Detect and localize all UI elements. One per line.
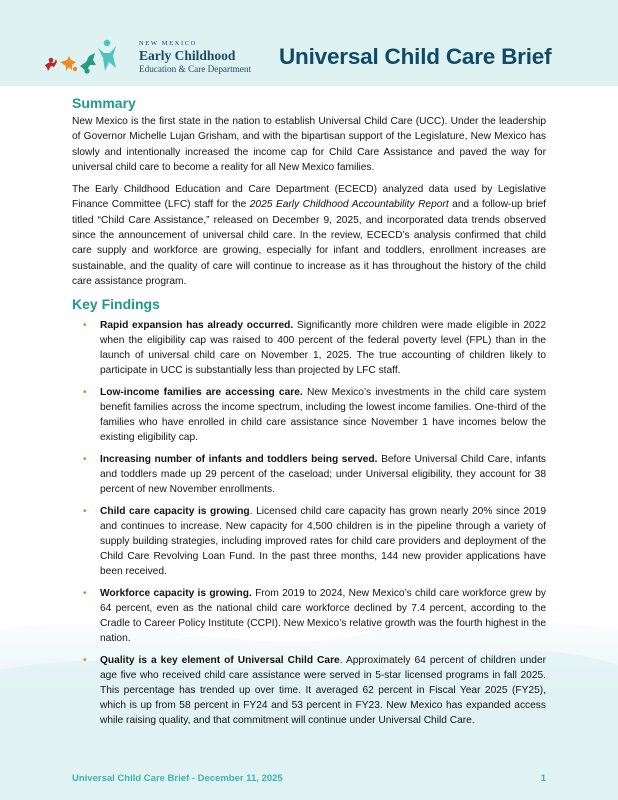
summary-heading: Summary bbox=[72, 95, 136, 111]
finding-lead: Quality is a key element of Universal Child Care bbox=[100, 655, 340, 667]
finding-text: Significantly more children were made eligible in 2022 when the eligibility cap was raised to 400 percent of the federal poverty level (FPL) than in the launch of universal child care on November 1, 2025. The true accounting of children likely to participate in UCC is substantially less than projected by LFC staff. bbox=[100, 320, 547, 377]
finding-item bbox=[83, 318, 547, 378]
logo-agency-name: Early Childhood bbox=[139, 48, 236, 63]
finding-text: . Licensed child care capacity has grown nearly 20% since 2019 and continues to increase. New capacity for 4,500 children is in the pipeline through a variety of supply building strategies, including improved rates for child care providers and deployment of the Child Care Revolving Loan Fund. In the past three months, 144 new provider applications have been received. bbox=[100, 506, 547, 578]
finding-lead: Increasing number of infants and toddlers being served. bbox=[100, 454, 378, 466]
finding-text: Before Universal Child Care, infants and toddlers made up 29 percent of the caseload; under Universal eligibility, they account for 38 percent of new November enrollments. bbox=[100, 454, 546, 496]
summary-paragraph-2 bbox=[72, 182, 546, 289]
ececd-logo-text bbox=[139, 40, 251, 75]
finding-lead: Child care capacity is growing bbox=[100, 506, 250, 518]
page-title: Universal Child Care Brief bbox=[279, 44, 552, 69]
finding-item bbox=[83, 653, 547, 728]
key-findings-list bbox=[72, 318, 546, 728]
paragraph-text: and a follow-up brief titled “Child Care Assistance,” released on December 9, 2025, and incorporated data trends observed since the announcement of universal child care. In the review, ECECD’s analysis confirmed that child care supply and workforce are growing, especially for infant and toddlers, enrollment increases are sustainable, and the quality of care will continue to increase as it has throughout the history of the child care assistance program. bbox=[72, 199, 546, 287]
bullet-icon: • bbox=[83, 655, 87, 667]
paragraph-text: The Early Childhood Education and Care Department (ECECD) analyzed data used by Legislative Finance Committee (LFC) staff for the bbox=[72, 184, 546, 211]
finding-text: . Approximately 64 percent of children under age five who received child care assistance were served in 5-star licensed programs in fall 2025. This percentage has trended up over time. It averaged 62 percent in Fiscal Year 2025 (FY25), which is up from 58 percent in FY24 and 53 percent in FY23. New Mexico has expanded access while raising quality, and that commitment will continue under Universal Child Care. bbox=[100, 655, 547, 727]
page-number: 1 bbox=[540, 773, 546, 784]
bullet-icon: • bbox=[83, 454, 87, 466]
bullet-icon: • bbox=[83, 588, 87, 600]
finding-item bbox=[83, 586, 546, 646]
logo-state-label: NEW MEXICO bbox=[139, 40, 197, 47]
finding-item bbox=[83, 452, 546, 497]
bullet-icon: • bbox=[83, 387, 87, 399]
bullet-icon: • bbox=[83, 320, 87, 332]
main-content bbox=[0, 94, 618, 728]
finding-item bbox=[83, 504, 547, 579]
finding-text: New Mexico’s investments in the child care system benefit families across the income spectrum, including the lowest income families. One-third of the families who have enrolled in child care assistance since November 1 have incomes below the existing eligibility cap. bbox=[100, 387, 546, 444]
footer-document-label: Universal Child Care Brief - December 11, 2025 bbox=[72, 773, 283, 784]
key-findings-heading: Key Findings bbox=[72, 296, 160, 313]
page-footer bbox=[72, 773, 546, 784]
finding-lead: Workforce capacity is growing. bbox=[100, 588, 252, 600]
header-banner bbox=[0, 0, 618, 86]
summary-paragraph-1: New Mexico is the first state in the nation to establish Universal Child Care (UCC). Under the leadership of Governor Michelle Lujan Grisham, and with the bipartisan support of the Legislature, New Mexico has slowly and intentionally increased the income cap for Child Care Assistance and paved the way for universal child care to become a reality for all New Mexico families. bbox=[72, 116, 546, 173]
bullet-icon: • bbox=[83, 506, 87, 518]
finding-text: From 2019 to 2024, New Mexico’s child care workforce grew by 64 percent, even as the national child care workforce declined by 7.4 percent, according to the Cradle to Career Policy Institute (CCPI). New Mexico’s relative growth was the fourth highest in the nation. bbox=[100, 588, 546, 645]
finding-item bbox=[83, 385, 546, 445]
finding-lead: Rapid expansion has already occurred. bbox=[100, 320, 294, 332]
report-title-italic: 2025 Early Childhood Accountability Report bbox=[249, 199, 449, 211]
ececd-logo-icon bbox=[42, 38, 126, 78]
finding-lead: Low-income families are accessing care. bbox=[100, 387, 303, 399]
logo-department-name: Education & Care Department bbox=[139, 64, 251, 74]
